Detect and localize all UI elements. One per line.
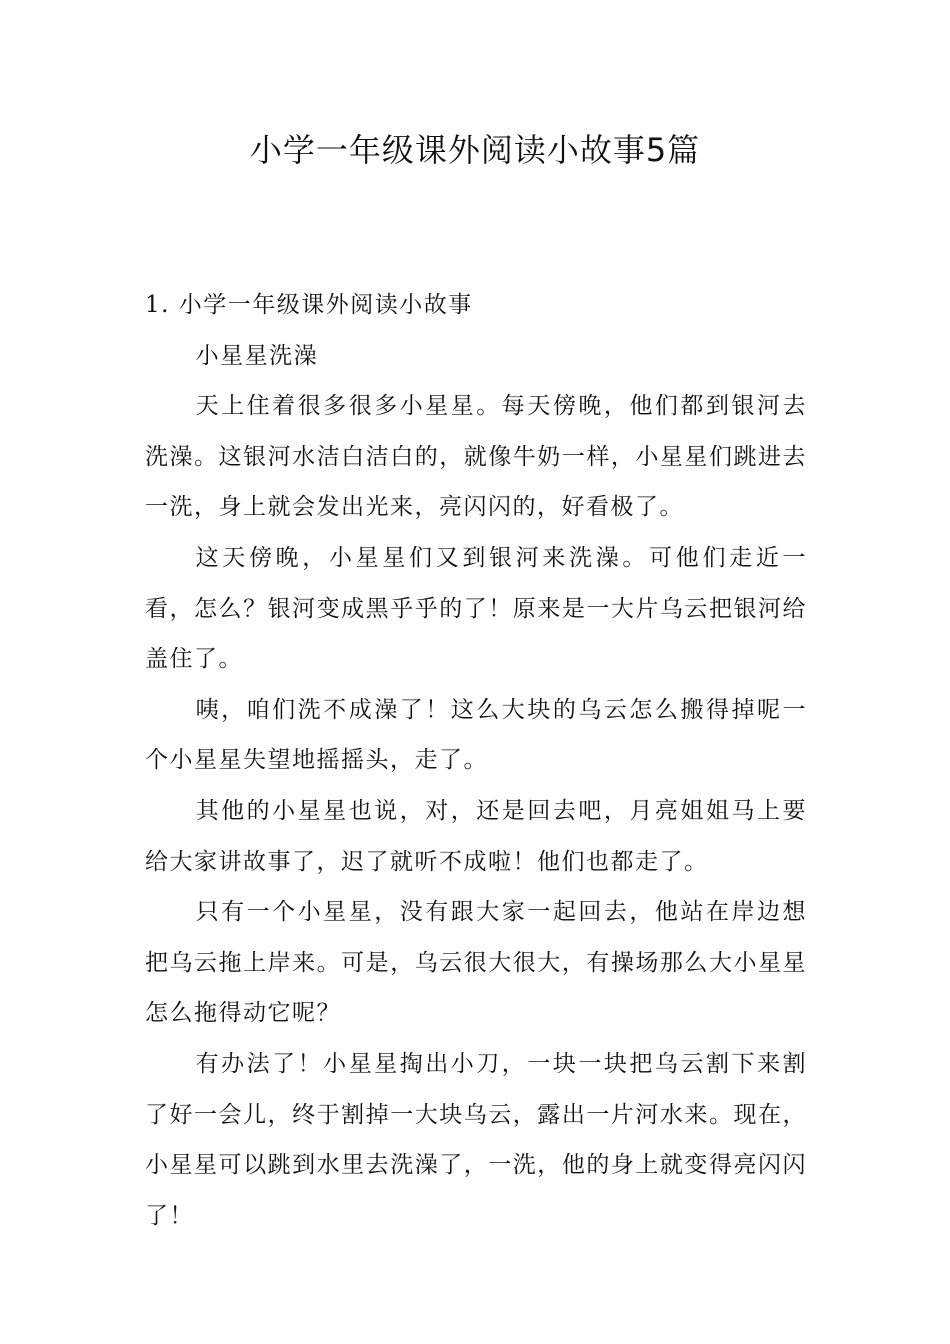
paragraph: 有办法了！小星星掏出小刀，一块一块把乌云割下来割了好一会儿，终于割掉一大块乌云，露出一片河水来。现在，小星星可以跳到水里去洗澡了，一洗，他的身上就变得亮闪闪了！ (145, 1050, 807, 1229)
section-heading: 1. 小学一年级课外阅读小故事 (145, 292, 473, 318)
paragraph: 咦，咱们洗不成澡了！这么大块的乌云怎么搬得掉呢一个小星星失望地摇摇头，走了。 (145, 696, 807, 774)
paragraph: 这天傍晚，小星星们又到银河来洗澡。可他们走近一看，怎么？银河变成黑乎乎的了！原来是一大片乌云把银河给盖住了。 (145, 544, 807, 673)
paragraph: 只有一个小星星，没有跟大家一起回去，他站在岸边想把乌云拖上岸来。可是，乌云很大很大，有操场那么大小星星怎么拖得动它呢？ (145, 899, 807, 1027)
document-body (145, 280, 807, 1241)
paragraph: 天上住着很多很多小星星。每天傍晚，他们都到银河去洗澡。这银河水洁白洁白的，就像牛奶一样，小星星们跳进去一洗，身上就会发出光来，亮闪闪的，好看极了。 (145, 393, 807, 521)
document-title: 小学一年级课外阅读小故事5篇 (249, 131, 701, 169)
paragraph: 其他的小星星也说，对，还是回去吧，月亮姐姐马上要给大家讲故事了，迟了就听不成啦！他们也都走了。 (145, 797, 807, 875)
story-title: 小星星洗澡 (195, 342, 319, 369)
